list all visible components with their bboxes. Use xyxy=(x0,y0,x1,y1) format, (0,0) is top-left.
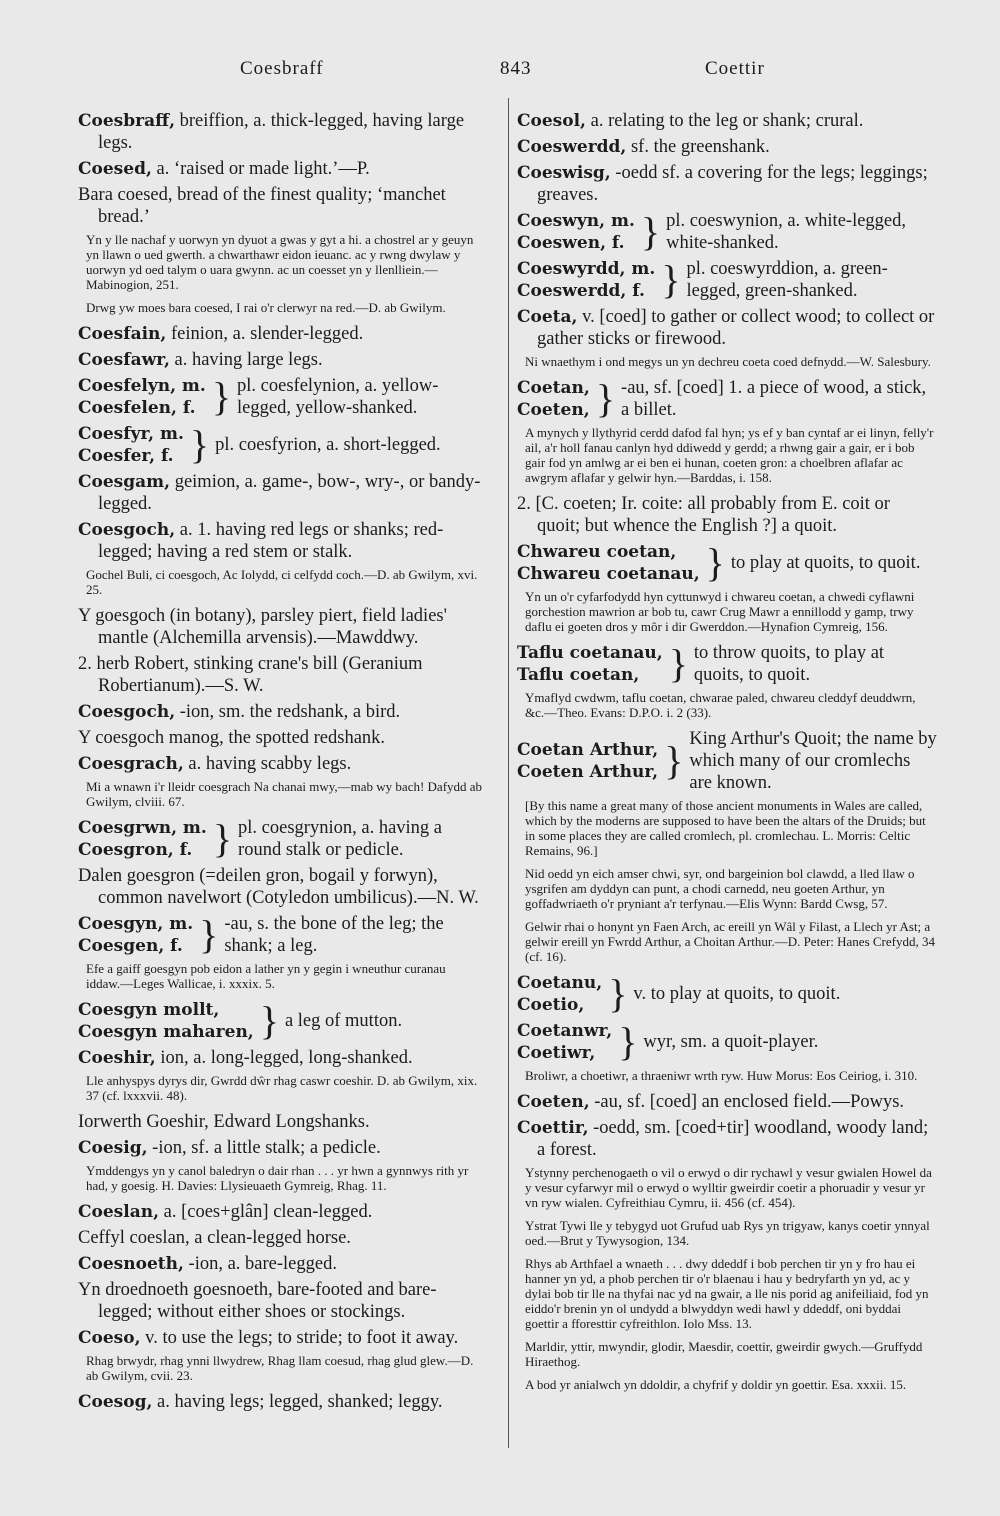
dictionary-entry xyxy=(78,1327,483,1349)
definition: -au, sf. [coed] 1. a piece of wood, a stick, a billet. xyxy=(621,378,927,420)
headword: Coeslan, xyxy=(78,1202,160,1222)
definition: a. having scabby legs. xyxy=(183,754,352,774)
braced-entry xyxy=(517,541,937,585)
definition: a. 1. having red legs or shanks; red-legged; having a red stem or stalk. xyxy=(98,520,444,562)
headword: Coeswerdd, xyxy=(517,137,627,157)
dictionary-entry xyxy=(517,162,937,206)
headword: Coesgam, xyxy=(78,472,171,492)
example: 2. herb Robert, stinking crane's bill (Geranium Robertianum).—S. W. xyxy=(78,654,423,696)
braced-entry xyxy=(78,817,483,861)
brace-mark: } xyxy=(595,376,616,421)
braced-entry xyxy=(78,999,483,1043)
example: Dalen goesgron (=deilen gron, bogail y forwyn), common navelwort (Cotyledon umbilicus).—N. W. xyxy=(78,866,479,908)
headword: Coeta, xyxy=(517,307,578,327)
headword-pair: Chwareu coetan, Chwareu coetanau, xyxy=(517,542,700,584)
headword: Coeswisg, xyxy=(517,163,611,183)
example: Y coesgoch manog, the spotted redshank. xyxy=(78,728,386,748)
citation: Gochel Buli, ci coesgoch, Ac Iolydd, ci celfydd coch.—D. ab Gwilym, xvi. 25. xyxy=(86,567,478,597)
definition: -au, s. the bone of the leg; the shank; a leg. xyxy=(224,914,444,956)
example: Iorwerth Goeshir, Edward Longshanks. xyxy=(78,1112,370,1132)
dictionary-entry xyxy=(78,471,483,515)
definition: -au, sf. [coed] an enclosed field.—Powys. xyxy=(589,1092,905,1112)
braced-entry xyxy=(517,642,937,686)
example: Y goesgoch (in botany), parsley piert, field ladies' mantle (Alchemilla arvensis).—Mawddwy. xyxy=(78,606,447,648)
example: Bara coesed, bread of the finest quality; ‘manchet bread.’ xyxy=(78,185,446,227)
definition: to play at quoits, to quoit. xyxy=(730,553,921,573)
headword: Coesbraff, xyxy=(78,111,175,131)
definition: geimion, a. game-, bow-, wry-, or bandy-legged. xyxy=(98,472,481,514)
dictionary-entry xyxy=(78,1253,483,1275)
brace-mark: } xyxy=(705,540,725,585)
definition: wyr, sm. a quoit-player. xyxy=(643,1032,819,1052)
definition: pl. coesfelynion, a. yellow-legged, yellow-shanked. xyxy=(237,376,439,418)
definition: a. ‘raised or made light.’—P. xyxy=(151,159,370,179)
dictionary-entry xyxy=(517,110,937,132)
braced-entry xyxy=(78,375,483,419)
definition: feinion, a. slender-legged. xyxy=(166,324,364,344)
brace-mark: } xyxy=(199,912,219,957)
headword: Coesgoch, xyxy=(78,702,176,722)
citation: A mynych y llythyrid cerdd dafod fal hyn; ys ef y ban cyntaf ar ei linyn, felly'r ail, a'r holl fanau canlyn hyd ddiwedd y gerdd; a rhwng gair a gair, er i bob gair fod yn amlwg ar ei ben ei hunan, coeten gron: a choelbren aflafar ac awgrym aflafar y gelwir hyn.—Barddas, i. 158. xyxy=(525,425,934,485)
dictionary-entry xyxy=(78,1137,483,1159)
dictionary-entry xyxy=(78,753,483,775)
citation: Gelwir rhai o honynt yn Faen Arch, ac ereill yn Wâl y Filast, a Llech yr Ast; a gelwir ereill yn Fwrdd Arthur, a Choitan Arthur.—D. Peter: Hanes Crefydd, 34 (cf. 16). xyxy=(525,919,935,964)
definition: -oedd sf. a covering for the legs; leggings; greaves. xyxy=(537,163,928,205)
headword-pair: Taflu coetanau, Taflu coetan, xyxy=(517,643,663,685)
brace-mark: } xyxy=(212,816,233,861)
citation: A bod yr anialwch yn ddoldir, a chyfrif y doldir yn goettir. Esa. xxxii. 15. xyxy=(525,1377,907,1392)
citation: Drwg yw moes bara coesed, I rai o'r clerwyr na red.—D. ab Gwilym. xyxy=(86,300,446,315)
braced-entry xyxy=(517,377,937,421)
definition: to throw quoits, to play at quoits, to quoit. xyxy=(693,643,885,685)
headword: Coesgoch, xyxy=(78,520,176,540)
citation: Nid oedd yn eich amser chwi, syr, ond bargeinion bol clawdd, a lled llaw o ysgrifen am dyddyn can punt, a chodi carnedd, neu goeten Arthur, yn goffadwriaeth o'r pryniant a'r terfynau.—Elis Wynn: Bardd Cwsg, 57. xyxy=(525,866,915,911)
headword-pair: Coeswyn, m. Coeswen, f. xyxy=(517,211,635,253)
definition: ion, a. long-legged, long-shanked. xyxy=(155,1048,413,1068)
headword-pair: Coeswyrdd, m. Coeswerdd, f. xyxy=(517,259,656,301)
headword-pair: Coesgrwn, m. Coesgron, f. xyxy=(78,818,207,860)
column-divider xyxy=(508,98,509,1448)
braced-entry xyxy=(517,972,937,1016)
citation: Yn y lle nachaf y uorwyn yn dyuot a gwas y gyt a hi. a chostrel ar y geuyn yn llawn o ued gwerth. a chwarthawr eidon ieuanc. ac y rwng dwylaw y uorwyn yd oed talym o uara gwynn. ac un coesset yn y llenlliein.—Mabinogion, 251. xyxy=(86,232,474,292)
braced-entry xyxy=(517,210,937,254)
citation: Ni wnaethym i ond megys un yn dechreu coeta coed defnydd.—W. Salesbury. xyxy=(525,354,931,369)
brace-mark: } xyxy=(668,641,688,686)
headword: Coesfawr, xyxy=(78,350,170,370)
braced-entry xyxy=(517,728,937,794)
definition: a. having legs; legged, shanked; leggy. xyxy=(152,1392,443,1412)
headword: Coesog, xyxy=(78,1392,153,1412)
definition: pl. coeswynion, a. white-legged, white-shanked. xyxy=(666,211,906,253)
brace-mark: } xyxy=(661,257,681,302)
left-column xyxy=(78,110,483,1417)
headword: Coeshir, xyxy=(78,1048,156,1068)
brace-mark: } xyxy=(189,422,210,467)
dictionary-entry xyxy=(78,158,483,180)
dictionary-entry xyxy=(78,1201,483,1223)
headword: Coesed, xyxy=(78,159,152,179)
citation: [By this name a great many of those ancient monuments in Wales are called, which by the moderns are supposed to have been the altars of the Druids; but in some places they are called cromlech, pl. cromlechau. L. Morris: Celtic Remains, 96.] xyxy=(525,798,926,858)
headword: Coesig, xyxy=(78,1138,148,1158)
headword: Coettir, xyxy=(517,1118,589,1138)
definition: v. to use the legs; to stride; to foot it away. xyxy=(140,1328,459,1348)
dictionary-entry xyxy=(78,349,483,371)
dictionary-entry xyxy=(78,323,483,345)
headword-pair: Coetan, Coeten, xyxy=(517,378,590,420)
headword-pair: Coetanu, Coetio, xyxy=(517,973,603,1015)
header-left-word: Coesbraff xyxy=(240,58,324,79)
dictionary-entry xyxy=(78,519,483,563)
definition: -ion, a. bare-legged. xyxy=(183,1254,337,1274)
citation: Ymaflyd cwdwm, taflu coetan, chwarae paled, chwareu cleddyf deuddwrn, &c.—Theo. Evans: D.P.O. i. 2 (33). xyxy=(525,690,916,720)
headword: Coeten, xyxy=(517,1092,590,1112)
citation: Ystynny perchenogaeth o vil o erwyd o dir rychawl y vesur gwialen Howel da y vesur cyfarwyr mil o erwyd o wylltir gweirdir coetir a phoruadir y vesur yr vn ryw wialen. Cyfreithiau Cymru, ii. 456 (cf. 454). xyxy=(525,1165,932,1210)
headword-pair: Coesgyn, m. Coesgen, f. xyxy=(78,914,194,956)
definition: breiffion, a. thick-legged, having large legs. xyxy=(98,111,465,153)
dictionary-entry xyxy=(78,1391,483,1413)
running-header xyxy=(0,58,1000,88)
brace-mark: } xyxy=(618,1019,638,1064)
definition: a leg of mutton. xyxy=(284,1011,403,1031)
brace-mark: } xyxy=(640,209,661,254)
dictionary-entry xyxy=(517,136,937,158)
definition: v. [coed] to gather or collect wood; to collect or gather sticks or firewood. xyxy=(537,307,935,349)
brace-mark: } xyxy=(259,998,279,1043)
header-right-word: Coettir xyxy=(705,58,765,79)
dictionary-entry xyxy=(517,1117,937,1161)
definition: v. to play at quoits, to quoit. xyxy=(633,984,841,1004)
brace-mark: } xyxy=(664,738,684,783)
dictionary-entry xyxy=(517,1091,937,1113)
right-column xyxy=(517,110,937,1400)
citation: Yn un o'r cyfarfodydd hyn cyttunwyd i chwareu coetan, a chwedi cyflawni gorchestion mawrion ar bob tu, cawr Crug Mawr a ennillodd y gamp, trwy daflu ei goeten dros y môr i dir Gwerddon.—Hynafion Cymreig, 156. xyxy=(525,589,915,634)
dictionary-entry xyxy=(78,1047,483,1069)
citation: Rhys ab Arthfael a wnaeth . . . dwy ddeddf i bob perchen tir yn y fro hau ei hanner yn yd, a phob perchen tir o'r blaenau i hau y bedryfarth yn yd, ac y dylai bob tir lle na thyfai nac yd na gwair, a lle nis porid ag anifeiliaid, fod yn eiddo'r brenin yn ol undydd a blwyddyn wedi hawl y ddeddf, oni byddai goettir a fforesttir cyfreithlon. Iolo Mss. 13. xyxy=(525,1256,929,1331)
headword: Coesnoeth, xyxy=(78,1254,184,1274)
dictionary-entry xyxy=(78,110,483,154)
example: Ceffyl coeslan, a clean-legged horse. xyxy=(78,1228,351,1248)
headword-pair: Coetanwr, Coetiwr, xyxy=(517,1021,613,1063)
citation: Marldir, yttir, mwyndir, glodir, Maesdir, coettir, gweirdir gwych.—Gruffydd Hiraethog. xyxy=(525,1339,923,1369)
braced-entry xyxy=(517,258,937,302)
example: 2. [C. coeten; Ir. coite: all probably from E. coit or quoit; but whence the English ?] a quoit. xyxy=(517,494,890,536)
citation: Broliwr, a choetiwr, a thraeniwr wrth ryw. Huw Morus: Eos Ceiriog, i. 310. xyxy=(525,1068,918,1083)
headword: Coesgrach, xyxy=(78,754,184,774)
headword: Coesfain, xyxy=(78,324,167,344)
definition: pl. coeswyrddion, a. green-legged, green-shanked. xyxy=(686,259,888,301)
citation: Ystrat Tywi lle y tebygyd uot Grufud uab Rys yn trigyaw, kanys coetir ynnyal oed.—Brut y Tywysogion, 134. xyxy=(525,1218,930,1248)
definition: a. having large legs. xyxy=(169,350,323,370)
brace-mark: } xyxy=(608,971,628,1016)
definition: a. [coes+glân] clean-legged. xyxy=(159,1202,373,1222)
headword-pair: Coesgyn mollt, Coesgyn maharen, xyxy=(78,1000,254,1042)
braced-entry xyxy=(78,913,483,957)
headword: Coesol, xyxy=(517,111,586,131)
braced-entry xyxy=(517,1020,937,1064)
citation: Ymddengys yn y canol baledryn o dair rhan . . . yr hwn a gynnwys rith yr had, y goesig. H. Davies: Llysieuaeth Gymreig, Rhag. 11. xyxy=(86,1163,469,1193)
headword-pair: Coesfyr, m. Coesfer, f. xyxy=(78,424,184,466)
dictionary-entry xyxy=(78,701,483,723)
citation: Lle anhyspys dyrys dir, Gwrdd dŵr rhag caswr coeshir. D. ab Gwilym, xix. 37 (cf. lxxxvii. 48). xyxy=(86,1073,478,1103)
citation: Efe a gaiff goesgyn pob eidon a lather yn y gegin i wneuthur curanau iddaw.—Leges Wallicae, i. xxxix. 5. xyxy=(86,961,446,991)
definition: -ion, sm. the redshank, a bird. xyxy=(175,702,401,722)
headword: Coeso, xyxy=(78,1328,141,1348)
definition: -ion, sf. a little stalk; a pedicle. xyxy=(147,1138,381,1158)
definition: -oedd, sm. [coed+tir] woodland, woody land; a forest. xyxy=(537,1118,929,1160)
definition: sf. the greenshank. xyxy=(626,137,770,157)
dictionary-entry xyxy=(517,306,937,350)
headword-pair: Coesfelyn, m. Coesfelen, f. xyxy=(78,376,206,418)
headword-pair: Coetan Arthur, Coeten Arthur, xyxy=(517,740,659,782)
citation: Mi a wnawn i'r lleidr coesgrach Na chanai mwy,—mab wy bach! Dafydd ab Gwilym, clviii. 67. xyxy=(86,779,483,809)
brace-mark: } xyxy=(211,374,232,419)
page-number: 843 xyxy=(500,58,532,79)
definition: pl. coesfyrion, a. short-legged. xyxy=(215,435,441,455)
example: Yn droednoeth goesnoeth, bare-footed and bare-legged; without either shoes or stockings. xyxy=(78,1280,437,1322)
definition: King Arthur's Quoit; the name by which many of our cromlechs are known. xyxy=(689,729,937,793)
definition: pl. coesgrynion, a. having a round stalk or pedicle. xyxy=(238,818,443,860)
definition: a. relating to the leg or shank; crural. xyxy=(585,111,864,131)
braced-entry xyxy=(78,423,483,467)
citation: Rhag brwydr, rhag ynni llwydrew, Rhag llam coesud, rhag glud glew.—D. ab Gwilym, cvii. 23. xyxy=(86,1353,474,1383)
